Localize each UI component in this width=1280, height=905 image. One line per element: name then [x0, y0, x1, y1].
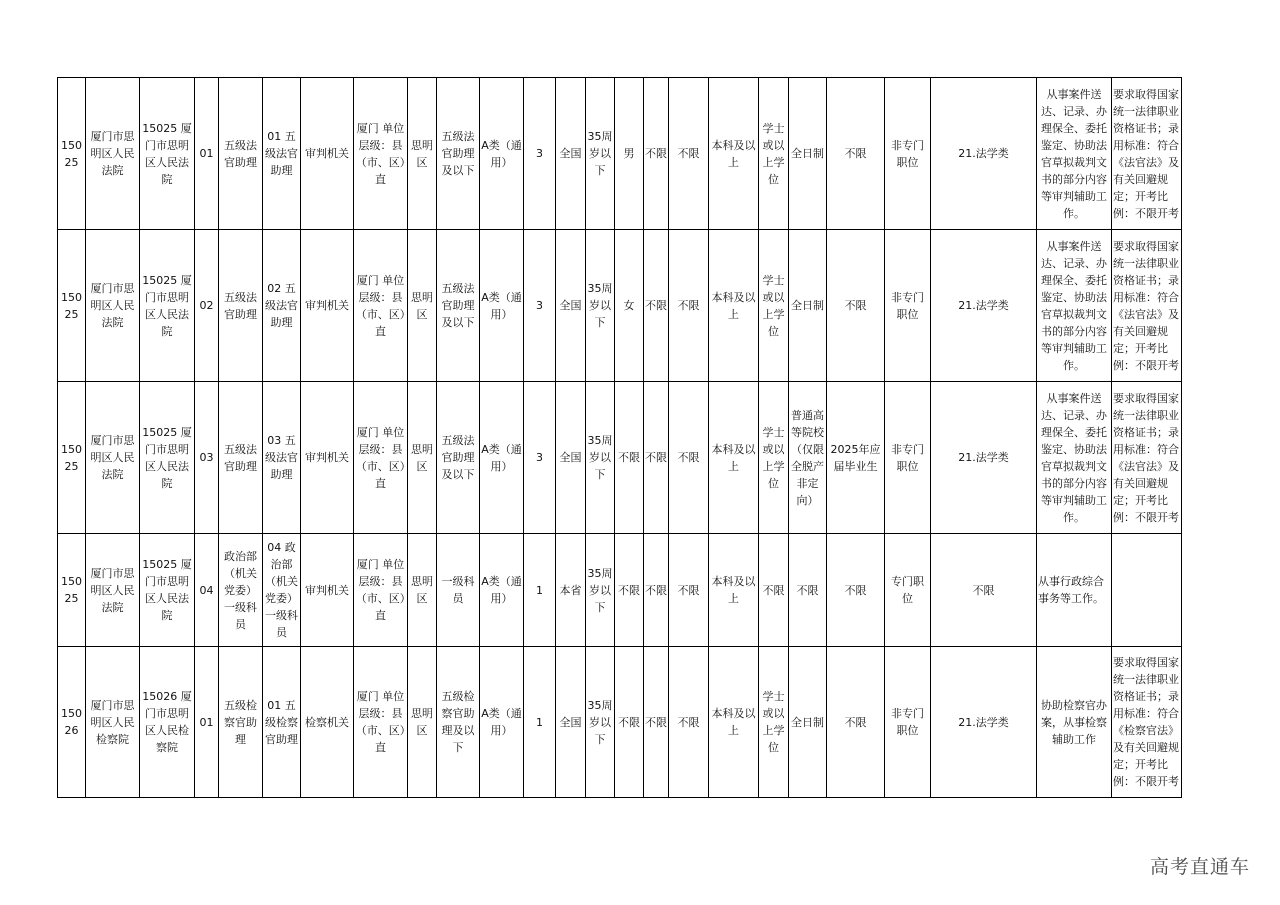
education-cell: 本科及以上 [709, 382, 759, 534]
rank-cell: 五级检察官助理及以下 [437, 647, 480, 798]
district-cell: 思明区 [408, 534, 437, 647]
experience-cell: 不限 [827, 647, 885, 798]
district-cell: 思明区 [408, 382, 437, 534]
special-position-cell: 非专门职位 [885, 382, 931, 534]
education-cell: 本科及以上 [709, 230, 759, 382]
education-cell: 本科及以上 [709, 534, 759, 647]
gender-cell: 不限 [615, 382, 644, 534]
special-position-cell: 专门职位 [885, 534, 931, 647]
watermark-text: 高考直通车 [1149, 856, 1250, 878]
unit-code-cell: 15026 [58, 647, 86, 798]
unit-name-cell: 厦门市思明区人民法院 [86, 534, 140, 647]
ethnicity-cell: 不限 [644, 534, 669, 647]
note-cell [1112, 534, 1182, 647]
degree-cell: 学士或以上学位 [759, 647, 789, 798]
unit-name-cell: 厦门市思明区人民检察院 [86, 647, 140, 798]
table-row [58, 78, 1182, 230]
position-code-cell: 03 [195, 382, 219, 534]
unit-level-cell: 厦门 单位层级：县（市、区）直 [354, 382, 408, 534]
ethnicity-cell: 不限 [644, 647, 669, 798]
major-cell: 21.法学类 [931, 78, 1037, 230]
age-cell: 35周岁以下 [586, 230, 615, 382]
position-full-cell: 04 政治部（机关党委）一级科员 [263, 534, 301, 647]
study-mode-cell: 不限 [789, 534, 827, 647]
position-name-cell: 五级检察官助理 [219, 647, 263, 798]
position-name-cell: 五级法官助理 [219, 382, 263, 534]
scope-cell: 全国 [556, 78, 586, 230]
org-type-cell: 审判机关 [301, 78, 354, 230]
education-cell: 本科及以上 [709, 647, 759, 798]
politics-cell: 不限 [669, 230, 709, 382]
major-cell: 21.法学类 [931, 647, 1037, 798]
special-position-cell: 非专门职位 [885, 230, 931, 382]
hire-count-cell: 1 [524, 647, 556, 798]
experience-cell: 不限 [827, 534, 885, 647]
politics-cell: 不限 [669, 534, 709, 647]
org-type-cell: 审判机关 [301, 230, 354, 382]
duty-cell: 协助检察官办案，从事检察辅助工作 [1037, 647, 1112, 798]
unit-full-cell: 15025 厦门市思明区人民法院 [140, 382, 195, 534]
unit-code-cell: 15025 [58, 230, 86, 382]
scope-cell: 本省 [556, 534, 586, 647]
politics-cell: 不限 [669, 78, 709, 230]
org-type-cell: 检察机关 [301, 647, 354, 798]
unit-full-cell: 15025 厦门市思明区人民法院 [140, 230, 195, 382]
unit-code-cell: 15025 [58, 78, 86, 230]
exam-category-cell: A类（通用） [480, 78, 524, 230]
age-cell: 35周岁以下 [586, 647, 615, 798]
rank-cell: 五级法官助理及以下 [437, 382, 480, 534]
unit-name-cell: 厦门市思明区人民法院 [86, 230, 140, 382]
hire-count-cell: 3 [524, 78, 556, 230]
duty-cell: 从事案件送达、记录、办理保全、委托鉴定、协助法官草拟裁判文书的部分内容等审判辅助工作。 [1037, 78, 1112, 230]
major-cell: 21.法学类 [931, 382, 1037, 534]
unit-name-cell: 厦门市思明区人民法院 [86, 78, 140, 230]
gender-cell: 女 [615, 230, 644, 382]
scope-cell: 全国 [556, 647, 586, 798]
gender-cell: 不限 [615, 534, 644, 647]
age-cell: 35周岁以下 [586, 534, 615, 647]
position-full-cell: 02 五级法官助理 [263, 230, 301, 382]
age-cell: 35周岁以下 [586, 382, 615, 534]
position-code-cell: 01 [195, 647, 219, 798]
table-row [58, 230, 1182, 382]
rank-cell: 五级法官助理及以下 [437, 230, 480, 382]
study-mode-cell: 全日制 [789, 78, 827, 230]
politics-cell: 不限 [669, 647, 709, 798]
unit-full-cell: 15026 厦门市思明区人民检察院 [140, 647, 195, 798]
exam-category-cell: A类（通用） [480, 382, 524, 534]
note-cell: 要求取得国家统一法律职业资格证书；录用标准：符合《检察官法》及有关回避规定；开考比例：不限开考 [1112, 647, 1182, 798]
ethnicity-cell: 不限 [644, 230, 669, 382]
exam-category-cell: A类（通用） [480, 534, 524, 647]
experience-cell: 不限 [827, 78, 885, 230]
hire-count-cell: 1 [524, 534, 556, 647]
hire-count-cell: 3 [524, 382, 556, 534]
district-cell: 思明区 [408, 230, 437, 382]
major-cell: 21.法学类 [931, 230, 1037, 382]
politics-cell: 不限 [669, 382, 709, 534]
unit-code-cell: 15025 [58, 534, 86, 647]
org-type-cell: 审判机关 [301, 382, 354, 534]
unit-full-cell: 15025 厦门市思明区人民法院 [140, 534, 195, 647]
degree-cell: 学士或以上学位 [759, 78, 789, 230]
note-cell: 要求取得国家统一法律职业资格证书；录用标准：符合《法官法》及有关回避规定；开考比例：不限开考 [1112, 78, 1182, 230]
org-type-cell: 审判机关 [301, 534, 354, 647]
scope-cell: 全国 [556, 382, 586, 534]
exam-category-cell: A类（通用） [480, 230, 524, 382]
unit-level-cell: 厦门 单位层级：县（市、区）直 [354, 78, 408, 230]
age-cell: 35周岁以下 [586, 78, 615, 230]
education-cell: 本科及以上 [709, 78, 759, 230]
unit-full-cell: 15025 厦门市思明区人民法院 [140, 78, 195, 230]
note-cell: 要求取得国家统一法律职业资格证书；录用标准：符合《法官法》及有关回避规定；开考比例：不限开考 [1112, 382, 1182, 534]
unit-level-cell: 厦门 单位层级：县（市、区）直 [354, 534, 408, 647]
degree-cell: 学士或以上学位 [759, 230, 789, 382]
study-mode-cell: 普通高等院校（仅限全脱产非定向） [789, 382, 827, 534]
study-mode-cell: 全日制 [789, 647, 827, 798]
ethnicity-cell: 不限 [644, 382, 669, 534]
position-name-cell: 五级法官助理 [219, 78, 263, 230]
special-position-cell: 非专门职位 [885, 78, 931, 230]
position-code-cell: 04 [195, 534, 219, 647]
position-full-cell: 01 五级检察官助理 [263, 647, 301, 798]
position-full-cell: 01 五级法官助理 [263, 78, 301, 230]
duty-cell: 从事案件送达、记录、办理保全、委托鉴定、协助法官草拟裁判文书的部分内容等审判辅助工作。 [1037, 230, 1112, 382]
study-mode-cell: 全日制 [789, 230, 827, 382]
degree-cell: 学士或以上学位 [759, 382, 789, 534]
unit-code-cell: 15025 [58, 382, 86, 534]
note-cell: 要求取得国家统一法律职业资格证书；录用标准：符合《法官法》及有关回避规定；开考比例：不限开考 [1112, 230, 1182, 382]
position-code-cell: 02 [195, 230, 219, 382]
gender-cell: 男 [615, 78, 644, 230]
recruitment-table [57, 77, 1182, 798]
ethnicity-cell: 不限 [644, 78, 669, 230]
table-row [58, 534, 1182, 647]
position-name-cell: 五级法官助理 [219, 230, 263, 382]
scope-cell: 全国 [556, 230, 586, 382]
duty-cell: 从事行政综合事务等工作。 [1037, 534, 1112, 647]
experience-cell: 2025年应届毕业生 [827, 382, 885, 534]
district-cell: 思明区 [408, 78, 437, 230]
table-row [58, 647, 1182, 798]
degree-cell: 不限 [759, 534, 789, 647]
experience-cell: 不限 [827, 230, 885, 382]
position-code-cell: 01 [195, 78, 219, 230]
rank-cell: 五级法官助理及以下 [437, 78, 480, 230]
unit-level-cell: 厦门 单位层级：县（市、区）直 [354, 647, 408, 798]
unit-name-cell: 厦门市思明区人民法院 [86, 382, 140, 534]
rank-cell: 一级科员 [437, 534, 480, 647]
gender-cell: 不限 [615, 647, 644, 798]
exam-category-cell: A类（通用） [480, 647, 524, 798]
special-position-cell: 非专门职位 [885, 647, 931, 798]
district-cell: 思明区 [408, 647, 437, 798]
duty-cell: 从事案件送达、记录、办理保全、委托鉴定、协助法官草拟裁判文书的部分内容等审判辅助工作。 [1037, 382, 1112, 534]
position-name-cell: 政治部（机关党委）一级科员 [219, 534, 263, 647]
position-full-cell: 03 五级法官助理 [263, 382, 301, 534]
major-cell: 不限 [931, 534, 1037, 647]
table-row [58, 382, 1182, 534]
hire-count-cell: 3 [524, 230, 556, 382]
unit-level-cell: 厦门 单位层级：县（市、区）直 [354, 230, 408, 382]
